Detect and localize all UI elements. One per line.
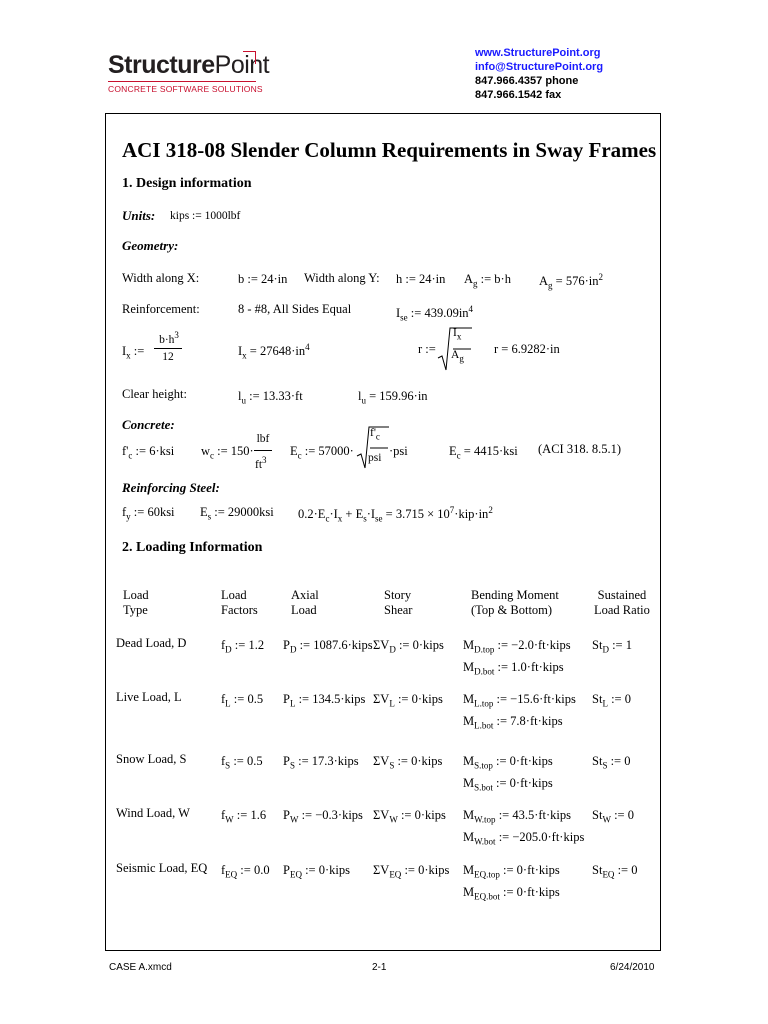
ag-definition: $A_g$ := b·h (464, 272, 511, 289)
load-factor: $f_D$ := 1.2 (221, 638, 265, 655)
reinforcement-value: 8 - #8, All Sides Equal (238, 302, 352, 316)
units-label: Units: (122, 208, 156, 223)
ec-psi-tail: ·psi (389, 444, 408, 458)
ec-value: $E_c = 4415\cdot ksi$ (449, 444, 518, 461)
col-header-bending-moment: Bending Moment (Top & Bottom) (471, 588, 559, 617)
ix-fraction-bar (154, 348, 182, 349)
load-type-name: Seismic Load, EQ (116, 861, 208, 875)
concrete-label: Concrete: (122, 417, 175, 432)
sustained-ratio: $St_W$ := 0 (592, 808, 634, 825)
axial-load: $P_W$ := −0.3·kips (283, 808, 363, 825)
fy-definition: $f_y$ := 60ksi (122, 505, 175, 522)
structurepoint-logo (108, 50, 270, 94)
col-header-story-shear: Story Shear (384, 588, 413, 617)
b-definition: b := 24·in (238, 272, 288, 286)
es-definition: $E_s$ := 29000ksi (200, 505, 274, 522)
ise-definition: $I_{se}$ := $439.09in^4$ (396, 304, 474, 323)
axial-load: $P_L$ := 134.5·kips (283, 692, 366, 709)
moment-bottom: $M_{L.bot}$ := 7.8·ft·kips (463, 714, 563, 731)
moment-bottom: $M_{D.bot}$ := 1.0·ft·kips (463, 660, 564, 677)
story-shear: $\Sigma V_S$ := 0·kips (373, 754, 443, 771)
worksheet-frame (105, 113, 661, 951)
r-numerator: $I_x$ (453, 327, 462, 342)
aci-reference: (ACI 318. 8.5.1) (538, 442, 621, 456)
fc-definition: $f'_c$ := 6·ksi (122, 444, 175, 461)
load-factor: $f_S$ := 0.5 (221, 754, 263, 771)
ei-expression: $0.2\cdot E_c\cdot I_x + E_s\cdot I_{se} = 3.715 \times 10^7\cdot kip\cdot in^2$ (298, 505, 493, 524)
load-type-name: Live Load, L (116, 690, 182, 704)
logo-tagline: CONCRETE SOFTWARE SOLUTIONS (108, 84, 263, 94)
sustained-ratio: $St_D$ := 1 (592, 638, 632, 655)
footer-page-number: 2-1 (372, 962, 387, 973)
moment-top: $M_{W.top}$ := 43.5·ft·kips (463, 808, 572, 825)
ag-value: $A_g = 576\cdot in^2$ (539, 272, 603, 291)
col-header-load-type: Load Type (123, 588, 149, 617)
r-definition: r := (418, 342, 436, 356)
story-shear: $\Sigma V_W$ := 0·kips (373, 808, 446, 825)
ec-definition: $E_c$ := 57000· (290, 444, 354, 461)
logo-point-text: Point (214, 51, 270, 79)
lu-value: $l_u = 159.96\cdot in$ (358, 389, 428, 406)
r-value: r = 6.9282·in (494, 342, 560, 356)
ix-formula: $I_x$ := (122, 344, 145, 361)
reinforcement-label: Reinforcement: (122, 302, 200, 316)
sustained-ratio: $St_{EQ}$ := 0 (592, 863, 638, 880)
col-header-sustained-ratio: Sustained Load Ratio (594, 588, 650, 617)
lu-definition: $l_u$ := 13.33·ft (238, 389, 303, 406)
phone-number: 847.966.4357 phone (475, 75, 579, 87)
width-x-label: Width along X: (122, 271, 200, 285)
wc-definition: $w_c$ := 150· (201, 444, 254, 461)
width-y-label: Width along Y: (304, 271, 380, 285)
axial-load: $P_D$ := 1087.6·kips (283, 638, 373, 655)
fax-number: 847.966.1542 fax (475, 89, 562, 101)
sustained-ratio: $St_S$ := 0 (592, 754, 631, 771)
story-shear: $\Sigma V_L$ := 0·kips (373, 692, 443, 709)
ix-value: $I_x = 27648\cdot in^4$ (238, 342, 310, 361)
r-denominator: $A_g$ (451, 349, 464, 364)
ix-denominator: 12 (162, 351, 174, 363)
email-link[interactable]: info@StructurePoint.org (475, 61, 604, 73)
load-type-name: Snow Load, S (116, 752, 187, 766)
load-factor: $f_W$ := 1.6 (221, 808, 267, 825)
wc-fraction-bar (254, 450, 272, 451)
footer-date: 6/24/2010 (610, 962, 655, 973)
load-factor: $f_L$ := 0.5 (221, 692, 264, 709)
section-heading-loading: 2. Loading Information (122, 540, 263, 555)
moment-top: $M_{EQ.top}$ := 0·ft·kips (463, 863, 560, 880)
logo-underline (108, 81, 256, 82)
units-definition: kips := 1000lbf (170, 210, 241, 222)
footer-filename: CASE A.xmcd (109, 962, 172, 973)
contact-info (475, 46, 603, 102)
logo-structure-text: Structure (108, 51, 215, 79)
axial-load: $P_{EQ}$ := 0·kips (283, 863, 350, 880)
ix-numerator: $b\cdot h^3$ (159, 330, 179, 346)
load-type-name: Wind Load, W (116, 806, 190, 820)
sustained-ratio: $St_L$ := 0 (592, 692, 631, 709)
moment-bottom: $M_{W.bot}$ := −205.0·ft·kips (463, 830, 585, 847)
ec-radical-numerator: $f'_c$ (370, 427, 380, 442)
moment-top: $M_{L.top}$ := −15.6·ft·kips (463, 692, 576, 709)
wc-numerator: lbf (256, 433, 270, 445)
section-heading-design: 1. Design information (122, 176, 252, 191)
moment-bottom: $M_{EQ.bot}$ := 0·ft·kips (463, 885, 560, 902)
load-type-name: Dead Load, D (116, 636, 187, 650)
col-header-load-factors: Load Factors (221, 588, 258, 617)
clear-height-label: Clear height: (122, 387, 187, 401)
axial-load: $P_S$ := 17.3·kips (283, 754, 359, 771)
story-shear: $\Sigma V_{EQ}$ := 0·kips (373, 863, 450, 880)
geometry-label: Geometry: (122, 238, 179, 253)
reinforcing-steel-label: Reinforcing Steel: (122, 480, 220, 495)
h-definition: h := 24·in (396, 272, 446, 286)
moment-bottom: $M_{S.bot}$ := 0·ft·kips (463, 776, 553, 793)
moment-top: $M_{D.top}$ := −2.0·ft·kips (463, 638, 571, 655)
wc-denominator: $ft^3$ (255, 455, 267, 471)
col-header-axial-load: Axial Load (291, 588, 319, 617)
moment-top: $M_{S.top}$ := 0·ft·kips (463, 754, 553, 771)
story-shear: $\Sigma V_D$ := 0·kips (373, 638, 444, 655)
ec-radical-denominator: psi (368, 452, 382, 464)
page-title: ACI 318-08 Slender Column Requirements in Sway Frames (122, 138, 657, 162)
website-link[interactable]: www.StructurePoint.org (475, 47, 601, 59)
load-factor: $f_{EQ}$ := 0.0 (221, 863, 270, 880)
logo-corner-mark (243, 51, 256, 64)
